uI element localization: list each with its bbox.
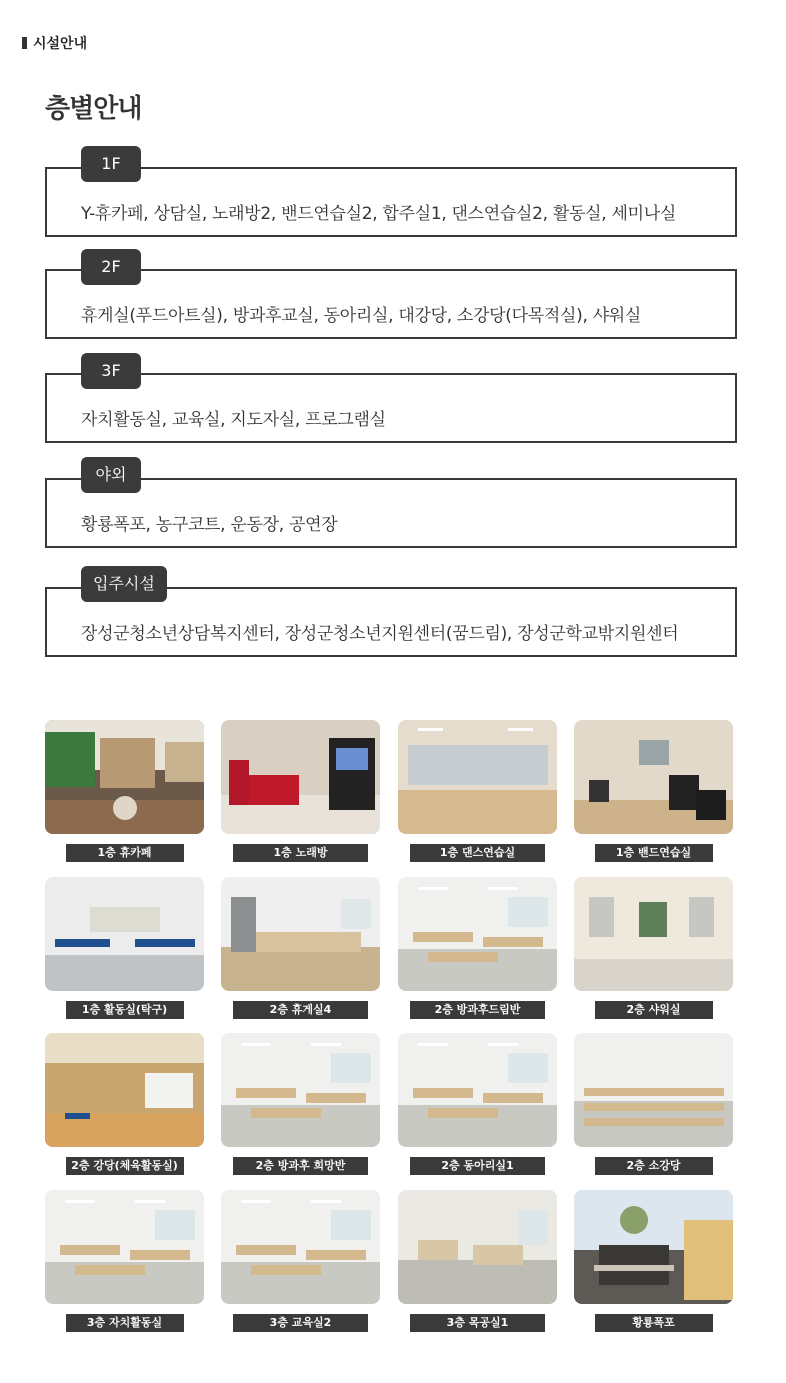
floor-tag-1f: 1F: [81, 146, 141, 182]
gallery-photo: [45, 1033, 204, 1147]
floor-box-3f: [45, 373, 737, 443]
section-label: [22, 33, 87, 53]
floor-tag-tenants: 입주시설: [81, 566, 167, 602]
floor-tag-2f: 2F: [81, 249, 141, 285]
gallery-caption: 1층 휴카페: [66, 844, 184, 862]
gallery-photo: [574, 1033, 733, 1147]
gallery-caption: 2층 방과후 희망반: [233, 1157, 368, 1175]
floor-tag-3f: 3F: [81, 353, 141, 389]
gallery-photo: [574, 1190, 733, 1304]
gallery-caption: 3층 교육실2: [233, 1314, 368, 1332]
gallery-caption: 1층 댄스연습실: [410, 844, 545, 862]
gallery-photo: [221, 877, 380, 991]
gallery-photo: [398, 877, 557, 991]
floor-rooms-2f: 휴게실(푸드아트실), 방과후교실, 동아리실, 대강당, 소강당(다목적실), 샤워실: [81, 306, 642, 326]
gallery-caption: 2층 동아리실1: [410, 1157, 545, 1175]
gallery-photo: [221, 720, 380, 834]
floor-rooms-3f: 자치활동실, 교육실, 지도자실, 프로그램실: [81, 410, 386, 430]
gallery-caption: 2층 샤워실: [595, 1001, 713, 1019]
gallery-caption: 1층 노래방: [233, 844, 368, 862]
page-title: 층별안내: [45, 94, 142, 124]
floor-rooms-outdoor: 황룡폭포, 농구코트, 운동장, 공연장: [81, 515, 338, 535]
floor-box-outdoor: [45, 478, 737, 548]
gallery-photo: [398, 1190, 557, 1304]
gallery-caption: 2층 휴게실4: [233, 1001, 368, 1019]
gallery-caption: 2층 소강당: [595, 1157, 713, 1175]
floor-rooms-tenants: 장성군청소년상담복지센터, 장성군청소년지원센터(꿈드림), 장성군학교밖지원센터: [81, 624, 679, 644]
gallery-photo: [221, 1033, 380, 1147]
gallery-caption: 황룡폭포: [595, 1314, 713, 1332]
gallery-photo: [574, 877, 733, 991]
floor-box-1f: [45, 167, 737, 237]
section-bullet-icon: [22, 37, 27, 49]
gallery-caption: 3층 목공실1: [410, 1314, 545, 1332]
gallery-caption: 2층 방과후드림반: [410, 1001, 545, 1019]
gallery-photo: [221, 1190, 380, 1304]
gallery-caption: 1층 밴드연습실: [595, 844, 713, 862]
gallery-photo: [45, 720, 204, 834]
gallery-photo: [45, 1190, 204, 1304]
gallery-caption: 3층 자치활동실: [66, 1314, 184, 1332]
gallery-photo: [574, 720, 733, 834]
floor-rooms-1f: Y-휴카페, 상담실, 노래방2, 밴드연습실2, 합주실1, 댄스연습실2, 활동실, 세미나실: [81, 204, 676, 224]
gallery-caption: 2층 강당(체육활동실): [66, 1157, 184, 1175]
floor-tag-outdoor: 야외: [81, 457, 141, 493]
gallery-caption: 1층 활동실(탁구): [66, 1001, 184, 1019]
floor-box-2f: [45, 269, 737, 339]
gallery-photo: [398, 1033, 557, 1147]
section-label-text: 시설안내: [33, 36, 88, 52]
gallery-photo: [398, 720, 557, 834]
gallery-photo: [45, 877, 204, 991]
